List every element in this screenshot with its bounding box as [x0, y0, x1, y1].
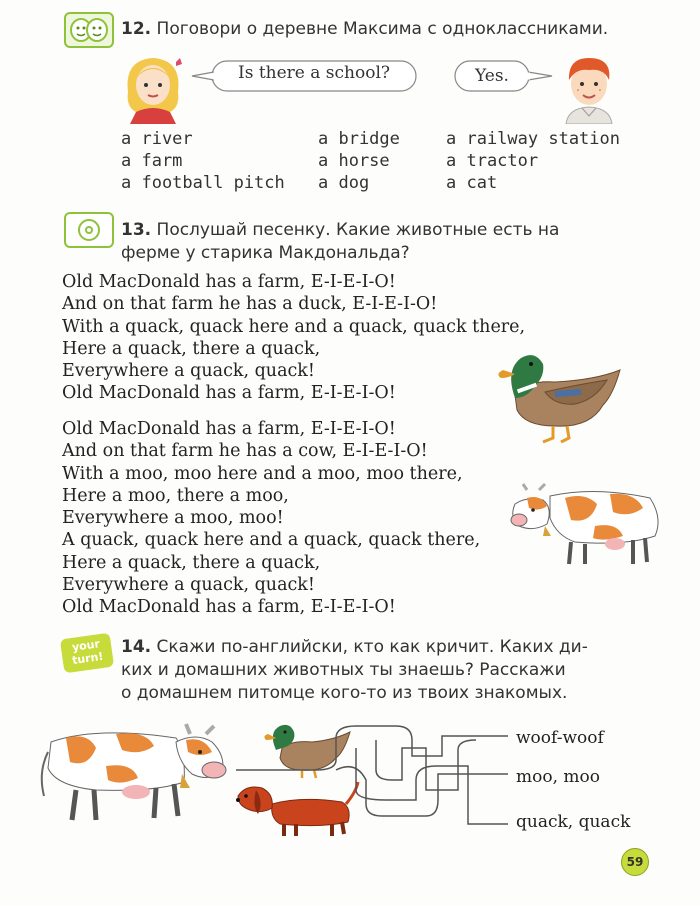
exercise-13-text-1: Послушай песенку. Какие животные есть на — [156, 220, 560, 240]
verse2-line: A quack, quack here and a quack, quack there, — [62, 530, 481, 551]
exercise-14-number: 14. — [121, 637, 152, 657]
word-row1-col2: a bridge — [318, 129, 400, 149]
sound-quack: quack, quack — [516, 812, 631, 832]
verse1-line: Old MacDonald has a farm, E-I-E-I-O! — [62, 272, 396, 292]
your-turn-badge — [60, 633, 114, 674]
verse1-line: Old MacDonald has a farm, E-I-E-I-O! — [62, 383, 396, 404]
verse2-line: With a moo, moo here and a moo, moo there, — [62, 463, 463, 484]
bubble-answer-text: Yes. — [475, 66, 509, 86]
verse1-line: Here a quack, there a quack, — [62, 338, 321, 359]
word-row1-col3: a railway station — [446, 129, 620, 149]
verse2-line: Old MacDonald has a farm, E-I-E-I-O! — [62, 419, 396, 439]
exercise-13-line1 — [121, 219, 559, 242]
talk-icon — [64, 12, 114, 48]
word-row3-col2: a dog — [318, 173, 370, 193]
verse1-line: With a quack, quack here and a quack, quack there, — [62, 316, 526, 337]
boy-illustration — [554, 52, 624, 124]
page-number: 59 — [621, 848, 649, 876]
your-turn-line1: your — [71, 637, 101, 654]
verse2-line: Here a moo, there a moo, — [62, 485, 289, 506]
verse2-line: Here a quack, there a quack, — [62, 552, 321, 573]
verse1-line: And on that farm he has a duck, E-I-E-I-O! — [62, 294, 438, 315]
word-row2-col1: a farm — [121, 151, 183, 171]
bubble-question-text: Is there a school? — [237, 63, 391, 83]
cow-illustration-large — [36, 712, 236, 830]
verse2-line: And on that farm he has a cow, E-I-E-I-O! — [62, 441, 428, 462]
exercise-13-heading — [121, 219, 559, 265]
exercise-12-heading — [121, 18, 608, 41]
exercise-14-line1 — [121, 636, 588, 659]
word-row3-col1: a football pitch — [121, 173, 285, 193]
verse2-line: Everywhere a quack, quack! — [62, 575, 315, 596]
matching-maze-lines — [236, 720, 508, 832]
exercise-13-number: 13. — [121, 220, 152, 240]
word-row2-col3: a tractor — [446, 151, 539, 171]
exercise-14-text-2: ких и домашних животных ты знаешь? Расскажи — [121, 660, 566, 680]
song-verse-1 — [62, 271, 525, 405]
word-row2-col2: a horse — [318, 151, 390, 171]
exercise-14-text-1: Скажи по-английски, кто как кричит. Каких ди- — [156, 637, 588, 657]
sound-woof: woof-woof — [516, 728, 604, 748]
exercise-12-text: Поговори о деревне Максима с одноклассниками. — [156, 19, 609, 39]
girl-illustration — [118, 52, 188, 124]
exercise-13-text-2: ферме у старика Макдональда? — [121, 243, 410, 263]
your-turn-line2: turn! — [71, 649, 105, 668]
audio-disc-icon — [64, 212, 114, 248]
word-row3-col3: a cat — [446, 173, 498, 193]
song-verse-2 — [62, 418, 480, 619]
word-row1-col1: a river — [121, 129, 193, 149]
sound-moo: moo, moo — [516, 767, 600, 787]
exercise-14-text-3: о домашнем питомце кого-то из твоих знакомых. — [121, 683, 568, 703]
verse2-line: Everywhere a moo, moo! — [62, 508, 284, 529]
exercise-14-heading — [121, 636, 588, 705]
exercise-12-number: 12. — [121, 19, 152, 39]
verse1-line: Everywhere a quack, quack! — [62, 361, 315, 382]
cow-illustration-small — [505, 478, 665, 568]
duck-illustration — [495, 340, 625, 445]
verse2-line: Old MacDonald has a farm, E-I-E-I-O! — [62, 597, 396, 618]
